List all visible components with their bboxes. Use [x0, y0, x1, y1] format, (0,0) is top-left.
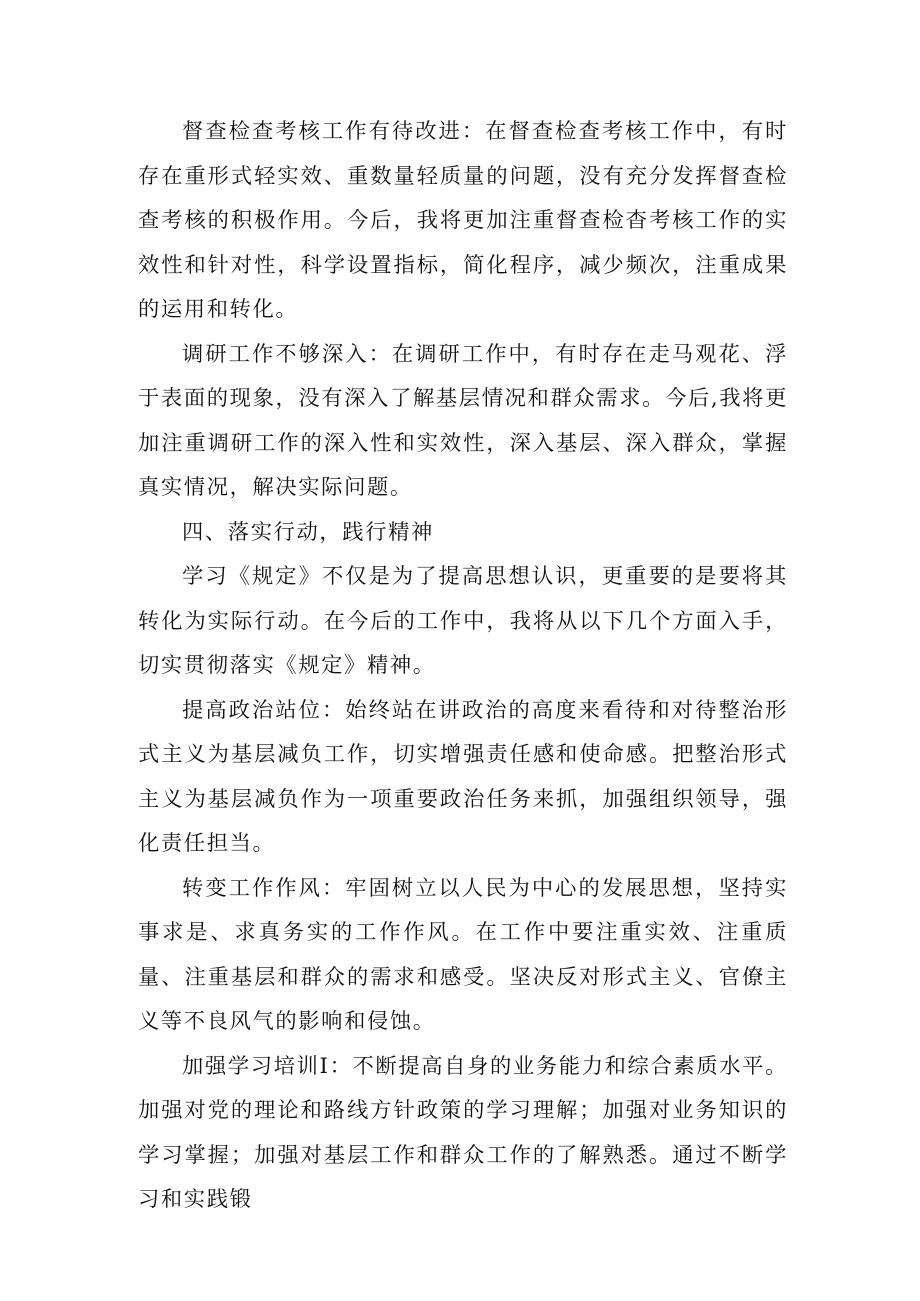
paragraph-research: 调研工作不够深入：在调研工作中，有时存在走马观花、浮于表面的现象，没有深入了解基层情况和群众需求。今后,我将更加注重调研工作的深入性和实效性，深入基层、深入群众，掌握真实情况，解决实际问题。 [138, 341, 788, 500]
paragraph-study-training: 加强学习培训I：不断提高自身的业务能力和综合素质水平。加强对党的理论和路线方针政策的学习理解；加强对业务知识的学习掌握；加强对基层工作和群众工作的了解熟悉。通过不断学习和实践锻 [138, 1053, 788, 1212]
section-heading-four: 四、落实行动，践行精神 [182, 519, 434, 545]
paragraph-political-stance: 提高政治站位：始终站在讲政治的高度来看待和对待整治形式主义为基层减负工作，切实增强责任感和使命感。把整治形式主义为基层减负作为一项重要政治任务来抓，加强组织领导，强化责任担当。 [138, 697, 788, 856]
paragraph-work-style: 转变工作作风：牢固树立以人民为中心的发展思想，坚持实事求是、求真务实的工作作风。在工作中要注重实效、注重质量、注重基层和群众的需求和感受。坚决反对形式主义、官僚主义等不良风气的影响和侵蚀。 [138, 875, 788, 1034]
document-body [138, 110, 788, 1223]
paragraph-study-regulations: 学习《规定》不仅是为了提高思想认识，更重要的是要将其转化为实际行动。在今后的工作中，我将从以下几个方面入手，切实贯彻落实《规定》精神。 [138, 564, 788, 678]
paragraph-supervision: 督查检查考核工作有待改进：在督查检查考核工作中，有时存在重形式轻实效、重数量轻质量的问题，没有充分发挥督查检查考核的积极作用。今后，我将更加注重督查检杳考核工作的实效性和针对性，科学设置指标，简化程序，减少频次，注重成果的运用和转化。 [138, 119, 788, 322]
